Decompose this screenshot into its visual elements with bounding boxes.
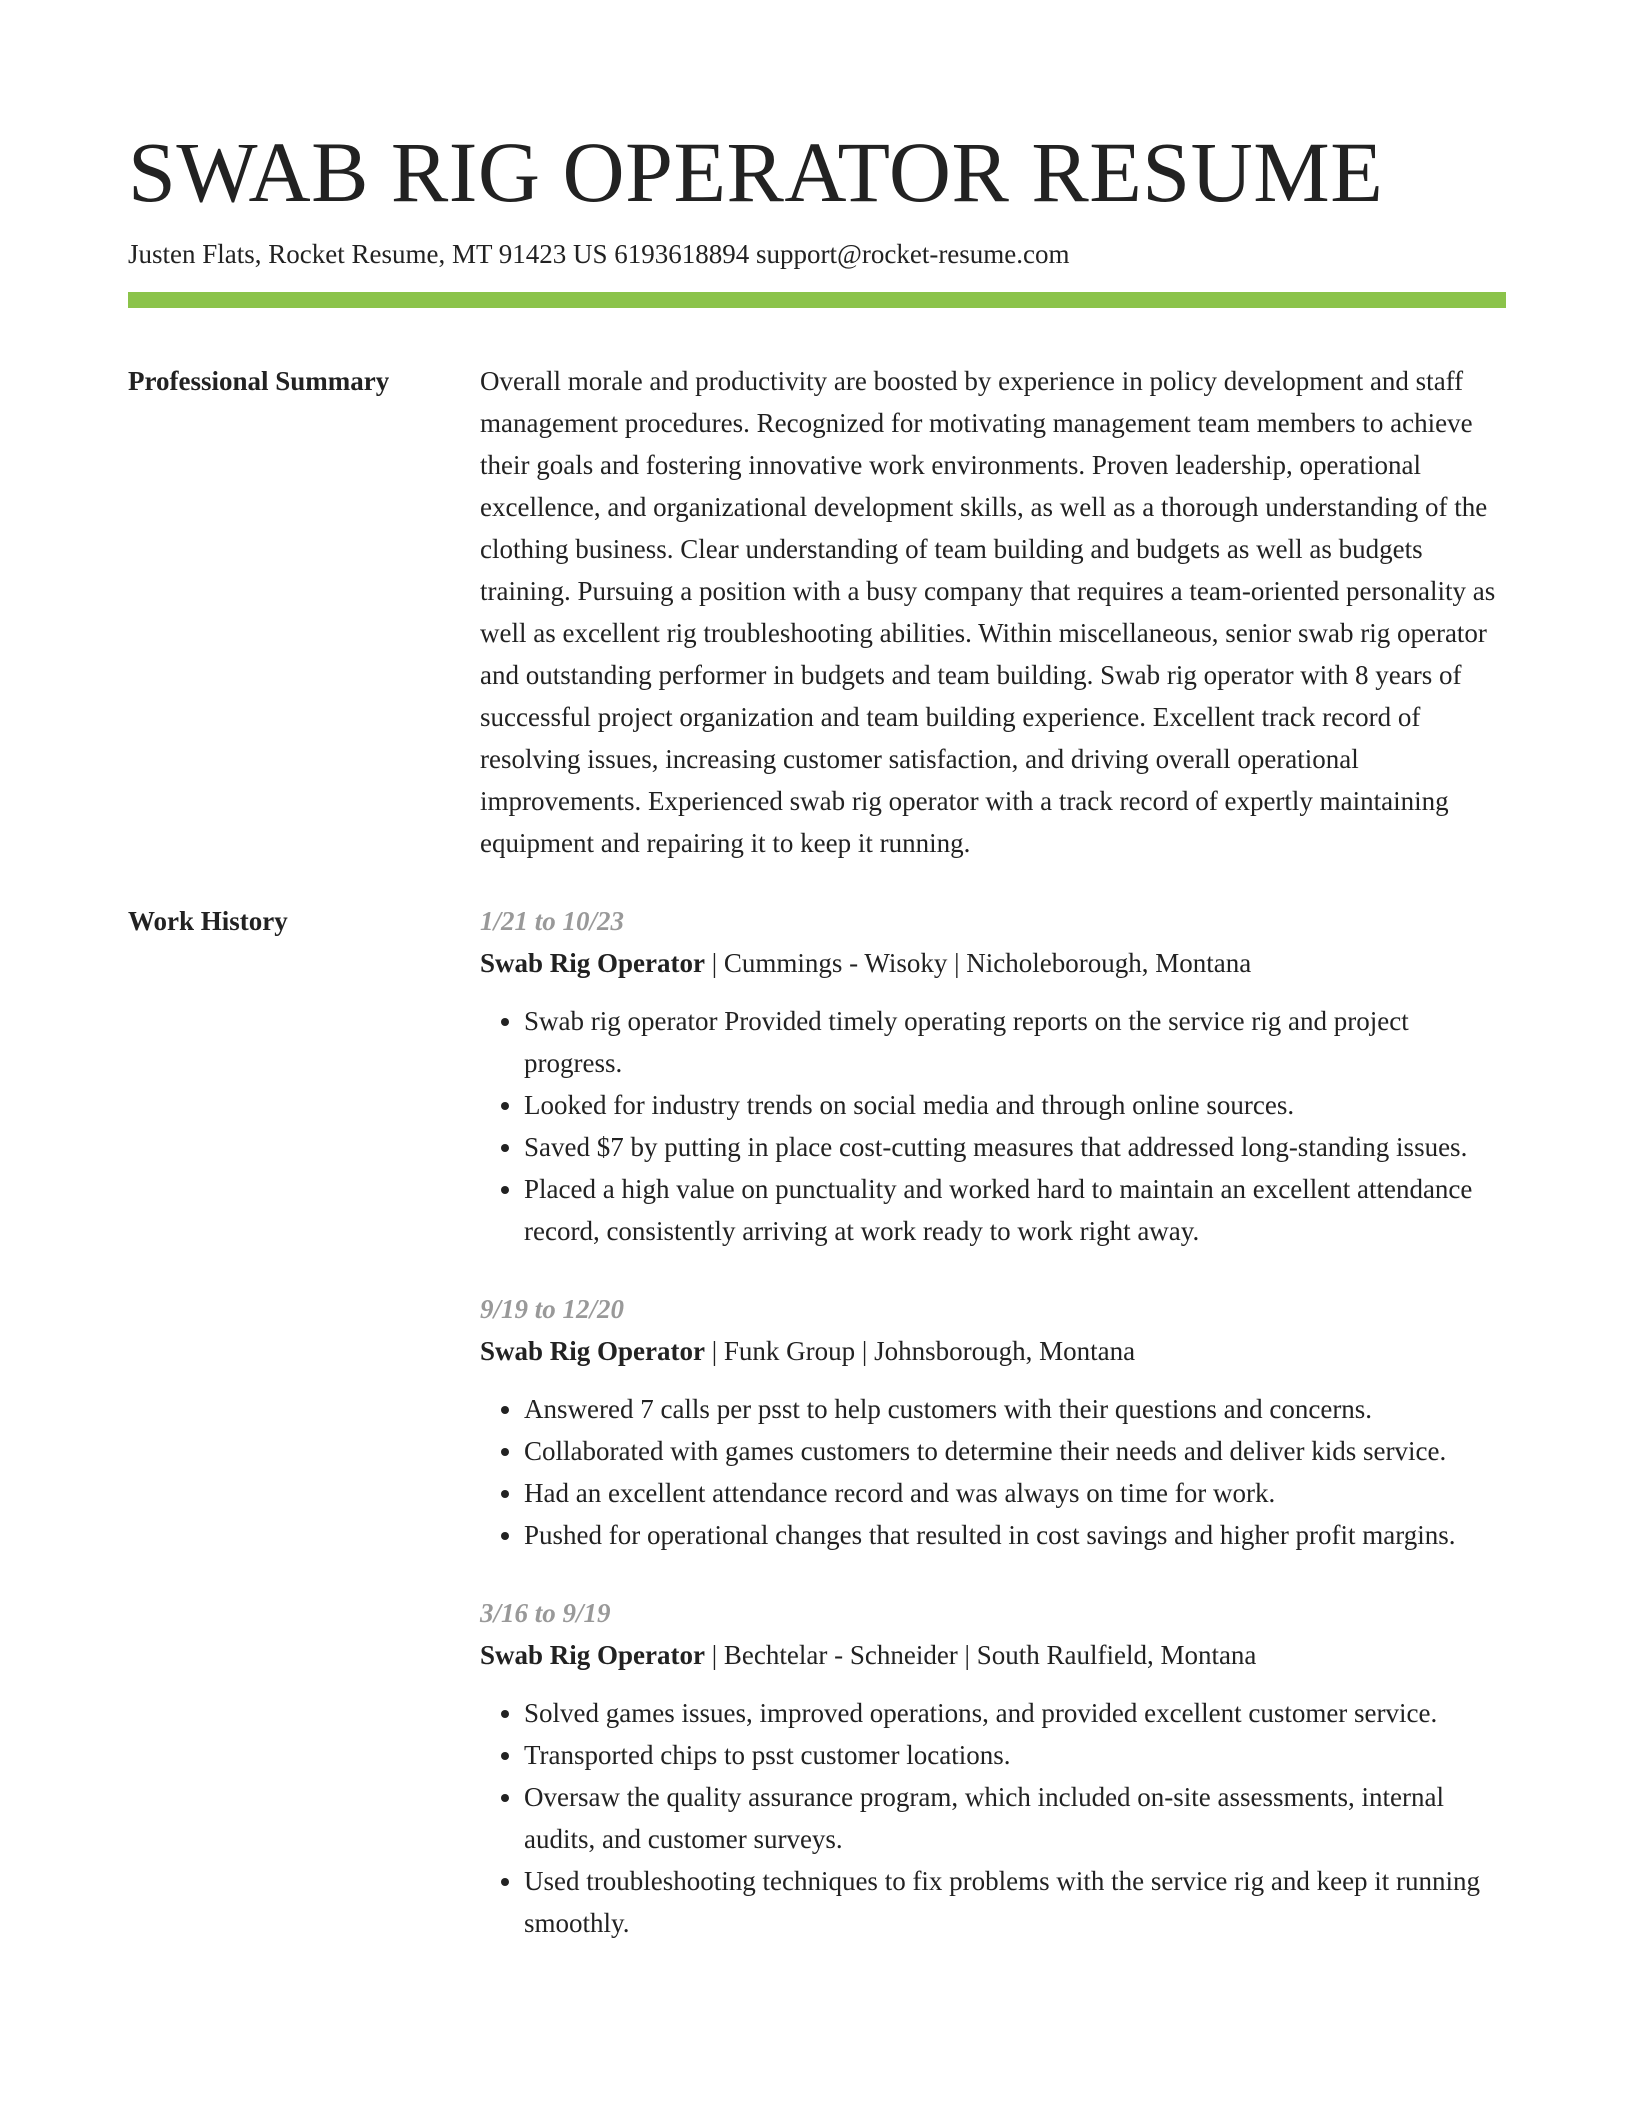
job-dates: 1/21 to 10/23 [480, 906, 625, 936]
job-bullet: • Solved games issues, improved operations, and provided excellent customer service. [524, 1692, 1506, 1734]
resume-title: SWAB RIG OPERATOR RESUME [128, 124, 1384, 220]
job-title: Swab Rig Operator [480, 1640, 705, 1670]
job-bullet: • Had an excellent attendance record and was always on time for work. [524, 1472, 1506, 1514]
job-bullet: • Swab rig operator Provided timely operating reports on the service rig and project progress. [524, 1000, 1506, 1084]
job-dates: 3/16 to 9/19 [480, 1598, 611, 1628]
job-bullet-list [480, 1388, 1506, 1556]
job-title-line [480, 1634, 1506, 1676]
summary-text: Overall morale and productivity are boosted by experience in policy development and staff management procedures. Recognized for motivating management team members to achieve their goals and fostering innovative work environments. Proven leadership, operational excellence, and organizational development skills, as well as a thorough understanding of the clothing business. Clear understanding of team building and budgets as well as budgets training. Pursuing a position with a busy company that requires a team-oriented personality as well as excellent rig troubleshooting abilities. Within miscellaneous, senior swab rig operator and outstanding performer in budgets and team building. Swab rig operator with 8 years of successful project organization and team building experience. Excellent track record of resolving issues, increasing customer satisfaction, and driving overall operational improvements. Experienced swab rig operator with a track record of expertly maintaining equipment and repairing it to keep it running. [480, 366, 1496, 858]
work-history-section [128, 900, 1506, 1980]
professional-summary-body [480, 360, 1506, 864]
job-entry [480, 1288, 1506, 1556]
work-history-body [480, 900, 1506, 1980]
professional-summary-section [128, 360, 1506, 864]
accent-divider [128, 292, 1506, 308]
job-title-line [480, 1330, 1506, 1372]
job-company-location: | Funk Group | Johnsborough, Montana [705, 1336, 1136, 1366]
job-bullet: • Placed a high value on punctuality and worked hard to maintain an excellent attendance record, consistently arriving at work ready to work right away. [524, 1168, 1506, 1252]
job-title-line [480, 942, 1506, 984]
job-bullet: • Answered 7 calls per psst to help customers with their questions and concerns. [524, 1388, 1506, 1430]
job-dates: 9/19 to 12/20 [480, 1294, 625, 1324]
contact-info: Justen Flats, Rocket Resume, MT 91423 US 6193618894 support@rocket-resume.com [128, 239, 1070, 269]
job-bullet: • Used troubleshooting techniques to fix problems with the service rig and keep it running smoothly. [524, 1860, 1506, 1944]
job-bullet: • Oversaw the quality assurance program, which included on-site assessments, internal audits, and customer surveys. [524, 1776, 1506, 1860]
job-title: Swab Rig Operator [480, 1336, 705, 1366]
job-bullet: • Looked for industry trends on social media and through online sources. [524, 1084, 1506, 1126]
resume-page [128, 118, 1506, 1980]
job-company-location: | Cummings - Wisoky | Nicholeborough, Montana [705, 948, 1252, 978]
job-bullet: • Transported chips to psst customer locations. [524, 1734, 1506, 1776]
job-bullet-list [480, 1692, 1506, 1944]
job-bullet: • Pushed for operational changes that resulted in cost savings and higher profit margins. [524, 1514, 1506, 1556]
job-bullet: • Collaborated with games customers to determine their needs and deliver kids service. [524, 1430, 1506, 1472]
section-label-professional-summary: Professional Summary [128, 366, 390, 396]
job-entry [480, 1592, 1506, 1944]
job-title: Swab Rig Operator [480, 948, 705, 978]
section-label-work-history: Work History [128, 906, 288, 936]
job-entry [480, 900, 1506, 1252]
job-company-location: | Bechtelar - Schneider | South Raulfield, Montana [705, 1640, 1257, 1670]
job-bullet-list [480, 1000, 1506, 1252]
job-bullet: • Saved $7 by putting in place cost-cutting measures that addressed long-standing issues. [524, 1126, 1506, 1168]
